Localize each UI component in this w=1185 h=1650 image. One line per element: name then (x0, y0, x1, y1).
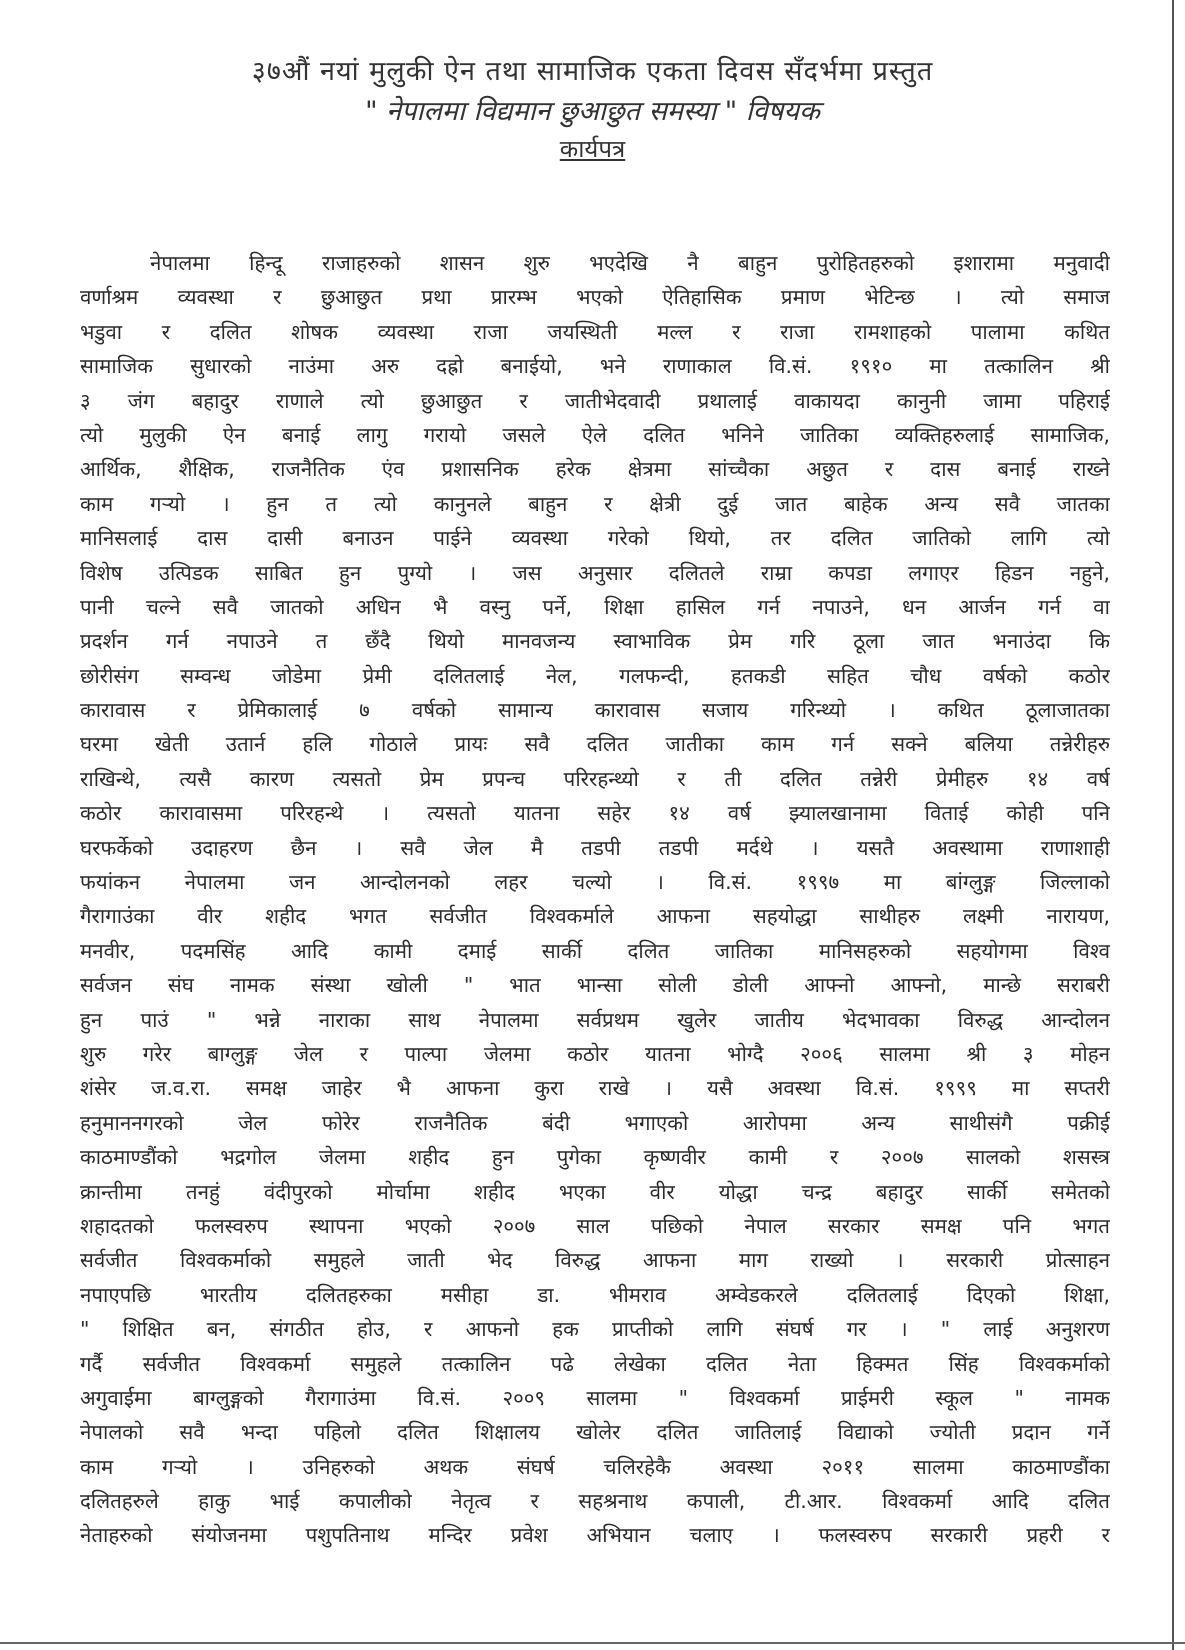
page-edge-bottom (0, 1642, 1185, 1644)
text-line: ३ जंग बहादुर राणाले त्यो छुआछुत र जातीभेदवादी प्रथालाई वाकायदा कानुनी जामा पहिराई (80, 388, 1110, 413)
text-line: प्रदर्शन गर्न नपाउने त छँदै थियो मानवजन्य स्वाभाविक प्रेम गरि ठूला जात भनाउंदा कि (80, 629, 1110, 654)
text-line: छोरीसंग सम्वन्ध जोडेमा प्रेमी दलितलाई नेल, गलफन्दी, हतकडी सहित चौध वर्षको कठोर (80, 663, 1110, 688)
text-line: शुरु गरेर बाग्लुङ्ग जेल र पाल्पा जेलमा कठोर यातना भोग्दै २००६ सालमा श्री ३ मोहन (80, 1041, 1110, 1066)
title-block (0, 52, 1185, 166)
text-line: सर्वजन संघ नामक संस्था खोली " भात भान्सा सोली डोली आफ्नो आफ्नो, मान्छे सराबरी (80, 973, 1110, 998)
text-line: काम गर्‍यो । हुन त त्यो कानुनले बाहुन र क्षेत्री दुई जात बाहेक अन्य सवै जातका (80, 491, 1110, 516)
text-line: गैरागाउंका वीर शहीद भगत सर्वजीत विश्वकर्माले आफना सहयोद्धा साथीहरु लक्ष्मी नारायण, (80, 904, 1110, 929)
text-line: नपाएपछि भारतीय दलितहरुका मसीहा डा. भीमराव अम्वेडकरले दलितलाई दिएको शिक्षा, (80, 1282, 1110, 1307)
text-line: कठोर कारावासमा परिरहन्थे । त्यसतो यातना सहेर १४ वर्ष झ्यालखानामा विताई कोही पनि (80, 801, 1110, 826)
text-line: भडुवा र दलित शोषक व्यवस्था राजा जयस्थिती मल्ल र राजा रामशाहको पालामा कथित (80, 319, 1110, 344)
text-line: अगुवाईमा बाग्लुङ्गको गैरागाउंमा वि.सं. २००९ सालमा " विश्वकर्मा प्राईमरी स्कूल " नामक (80, 1385, 1110, 1410)
text-line: " शिक्षित बन, संगठीत होउ, र आफनो हक प्राप्तीको लागि संघर्ष गर । " लाई अनुशरण (80, 1317, 1110, 1342)
text-line: पानी चल्ने सवै जातको अधिन भै वस्नु पर्ने, शिक्षा हासिल गर्न नपाउने, धन आर्जन गर्न वा (80, 594, 1110, 619)
text-line: काम गर्‍यो । उनिहरुको अथक संघर्ष चलिरहेकै अवस्था २०११ सालमा काठमाण्डौंका (80, 1454, 1110, 1479)
text-line: शंसेर ज.व.रा. समक्ष जाहेर भै आफना कुरा राखे । यसै अवस्था वि.सं. १९९९ मा सप्तरी (80, 1076, 1110, 1101)
text-line: घरफर्केको उदाहरण छैन । सवै जेल मै तडपी तडपी मर्दथे । यसतै अवस्थामा राणाशाही (80, 835, 1110, 860)
text-line: नेपालको सवै भन्दा पहिलो दलित शिक्षालय खोलेर दलित जातिलाई विद्याको ज्योती प्रदान गर्ने (80, 1420, 1110, 1445)
text-line: काठमाण्डौंको भद्रगोल जेलमा शहीद हुन पुगेका कृष्णवीर कामी र २००७ सालको शसस्त्र (80, 1145, 1110, 1170)
text-line: शहादतको फलस्वरुप स्थापना भएको २००७ साल पछिको नेपाल सरकार समक्ष पनि भगत (80, 1213, 1110, 1238)
page-edge-right (1172, 0, 1174, 1650)
text-line: वर्णाश्रम व्यवस्था र छुआछुत प्रथा प्रारम्भ भएको ऐतिहासिक प्रमाण भेटिन्छ । त्यो समाज (80, 285, 1110, 310)
title-line-1: ३७औं नयां मुलुकी ऐन तथा सामाजिक एकता दिवस सँदर्भमा प्रस्तुत (251, 56, 934, 87)
text-line: विशेष उत्पिडक साबित हुन पुग्यो । जस अनुसार दलितले राम्रा कपडा लगाएर हिडन नहुने, (80, 560, 1110, 585)
text-line: दलितहरुले हाकु भाई कपालीको नेतृत्व र सहश्रनाथ कपाली, टी.आर. विश्वकर्मा आदि दलित (80, 1489, 1110, 1514)
title-line-2: " नेपालमा विद्यमान छुआछुत समस्या " विषयक (365, 96, 820, 127)
document-heading: कार्यपत्र (559, 135, 626, 163)
text-line: घरमा खेती उतार्न हलि गोठाले प्रायः सवै दलित जातीका काम गर्न सक्ने बलिया तन्नेरीहरु (80, 732, 1110, 757)
text-line: हनुमाननगरको जेल फोरेर राजनैतिक बंदी भगाएको आरोपमा अन्य साथीसंगै पक्रीई (80, 1110, 1110, 1135)
text-line: सर्वजीत विश्वकर्माको समुहले जाती भेद विरुद्ध आफना माग राख्यो । सरकारी प्रोत्साहन (80, 1248, 1110, 1273)
text-line: मनवीर, पदमसिंह आदि कामी दमाई सार्की दलित जातिका मानिसहरुको सहयोगमा विश्व (80, 938, 1110, 963)
text-line: कारावास र प्रेमिकालाई ७ वर्षको सामान्य कारावास सजाय गरिन्थ्यो । कथित ठूलाजातका (80, 698, 1110, 723)
text-line: राखिन्थे, त्यसै कारण त्यसतो प्रेम प्रपन्च परिरहन्थ्यो र ती दलित तन्नेरी प्रेमीहरु १४ वर्ष (80, 766, 1110, 791)
body-paragraph (80, 246, 1110, 1553)
text-line: फयांकन नेपालमा जन आन्दोलनको लहर चल्यो । वि.सं. १९९७ मा बांग्लुङ्ग जिल्लाको (80, 870, 1110, 895)
text-line: मानिसलाई दास दासी बनाउन पाईने व्यवस्था गरेको थियो, तर दलित जातिको लागि त्यो (80, 526, 1110, 551)
text-line: नेपालमा हिन्दू राजाहरुको शासन शुरु भएदेखि नै बाहुन पुरोहितहरुको इशारामा मनुवादी (150, 251, 1110, 275)
text-line: क्रान्तीमा तनहुं वंदीपुरको मोर्चामा शहीद भएका वीर योद्धा चन्द्र बहादुर सार्की समेतको (80, 1179, 1110, 1204)
text-line: हुन पाउं " भन्ने नाराका साथ नेपालमा सर्वप्रथम खुलेर जातीय भेदभावका विरुद्ध आन्दोलन (80, 1007, 1110, 1032)
text-line: सामाजिक सुधारको नाउंमा अरु दह्रो बनाईयो, भने राणाकाल वि.सं. १९१० मा तत्कालिन श्री (80, 354, 1110, 379)
text-line: नेताहरुको संयोजनमा पशुपतिनाथ मन्दिर प्रवेश अभियान चलाए । फलस्वरुप सरकारी प्रहरी र (80, 1523, 1110, 1548)
text-line: गर्दै सर्वजीत विश्वकर्मा समुहले तत्कालिन पढे लेखेका दलित नेता हिक्मत सिंह विश्वकर्माको (80, 1351, 1110, 1376)
text-line: आर्थिक, शैक्षिक, राजनैतिक एंव प्रशासनिक हरेक क्षेत्रमा सांच्चैका अछुत र दास बनाई राख्ने (80, 457, 1110, 482)
text-line: त्यो मुलुकी ऐन बनाई लागु गरायो जसले ऐले दलित भनिने जातिका व्यक्तिहरुलाई सामाजिक, (80, 422, 1110, 447)
